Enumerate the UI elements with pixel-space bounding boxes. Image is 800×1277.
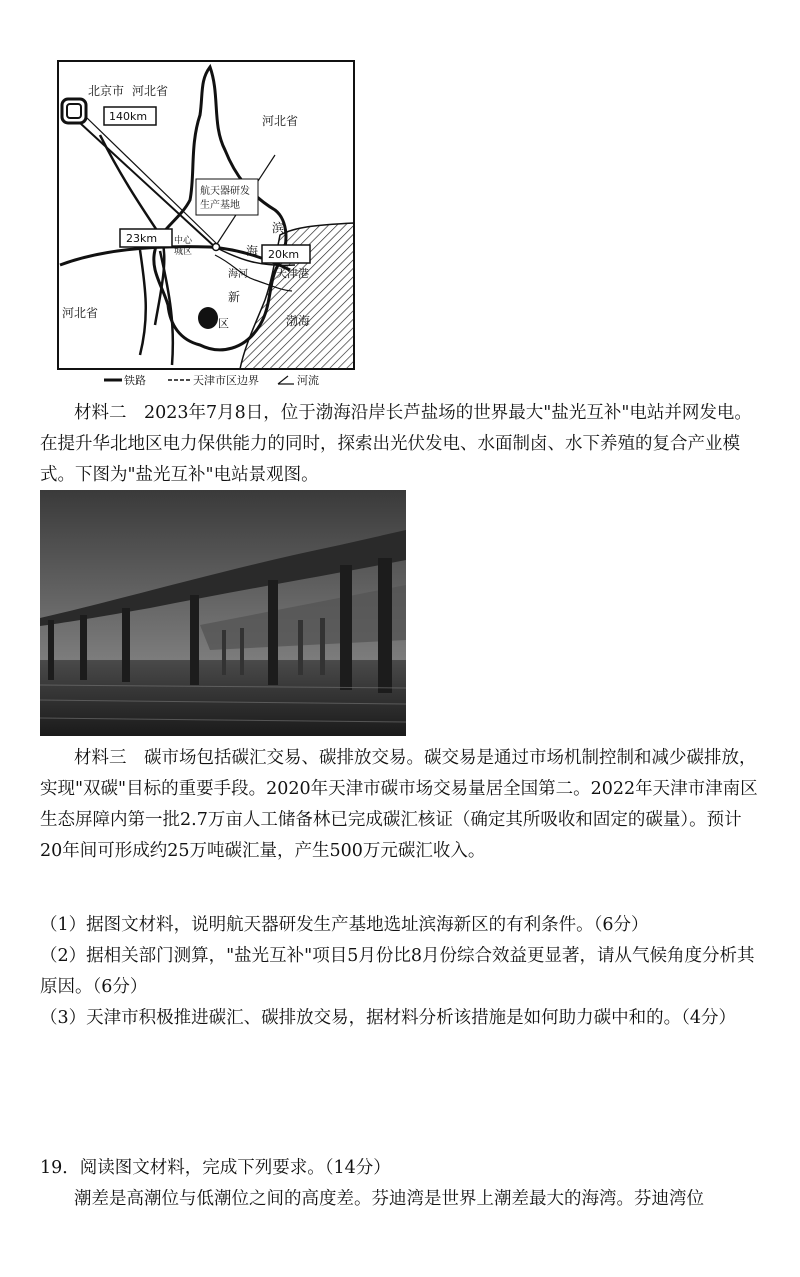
map-label-binhai-3: 新 <box>228 290 241 304</box>
question-19-text: 潮差是高潮位与低潮位之间的高度差。芬迪湾是世界上潮差最大的海湾。芬迪湾位 <box>74 1189 704 1209</box>
map-label-center: 中心 <box>174 236 193 246</box>
tianjin-map-figure <box>40 55 368 390</box>
question-3: （3）天津市积极推进碳汇、碳排放交易，据材料分析该措施是如何助力碳中和的。（4分） <box>40 1008 737 1028</box>
map-label-binhai-2: 海 <box>246 244 259 258</box>
legend-railway-label: 铁路 <box>124 374 146 387</box>
map-label-binhai-4: 区 <box>218 317 229 330</box>
legend-river-label: 河流 <box>297 374 319 387</box>
map-label-binhai-1: 滨 <box>272 221 285 235</box>
question-1: （1）据图文材料，说明航天器研发生产基地选址滨海新区的有利条件。（6分） <box>40 915 649 935</box>
map-label-beijing: 北京市 <box>88 84 125 98</box>
material-2-paragraph: 材料二 2023年7月8日，位于渤海沿岸长芦盐场的世界最大"盐光互补"电站并网发电。在提升华北地区电力保供能力的同时，探索出光伏发电、水面制卤、水下养殖的复合产业模式。下图为"盐光互补"电站景观图。 <box>40 403 752 485</box>
map-label-hebei-right: 河北省 <box>262 114 299 128</box>
salt-solar-station-photo <box>40 490 406 736</box>
map-label-bohai: 渤海 <box>286 314 311 328</box>
map-label-port: 天津港 <box>276 267 309 280</box>
material-3-paragraph: 材料三 碳市场包括碳汇交易、碳排放交易。碳交易是通过市场机制控制和减少碳排放，实现"双碳"目标的重要手段。2020年天津市碳市场交易量居全国第二。2022年天津市津南区生态屏障内第一批2.7万亩人工储备林已完成碳汇核证（确定其所吸收和固定的碳量）。预计20年间可形成约25万吨碳汇量，产生500万元碳汇收入。 <box>40 748 758 861</box>
question-2: （2）据相关部门测算，"盐光互补"项目5月份比8月份综合效益更显著，请从气候角度分析其原因。（6分） <box>40 946 755 997</box>
question-19-title: 19．阅读图文材料，完成下列要求。（14分） <box>40 1158 391 1178</box>
map-label-base: 航天器研发 <box>200 186 250 197</box>
map-label-distance-140: 140km <box>109 110 148 123</box>
map-label-hebei-top: 河北省 <box>132 84 169 98</box>
legend-boundary-label: 天津市区边界 <box>193 374 259 387</box>
map-label-center-2: 城区 <box>174 247 193 257</box>
map-label-distance-20: 20km <box>268 248 300 261</box>
map-label-distance-23: 23km <box>126 232 158 245</box>
map-label-hebei-left: 河北省 <box>62 306 99 320</box>
map-label-base-2: 生产基地 <box>200 200 240 211</box>
map-label-haihe: 海河 <box>228 269 248 280</box>
